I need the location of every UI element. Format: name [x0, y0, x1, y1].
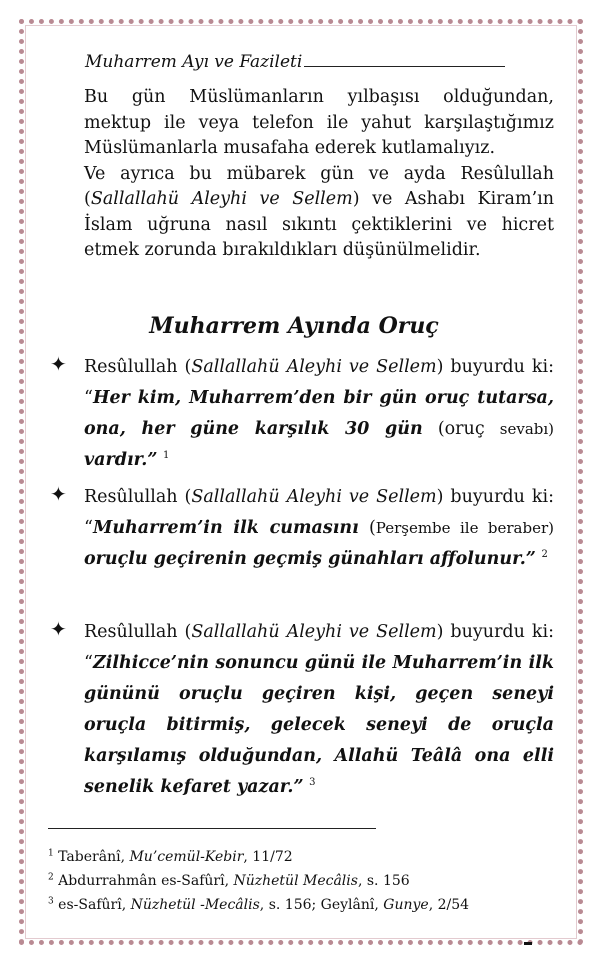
- hadith-item-3: [50, 617, 554, 803]
- footnote-1: $^1$ Taberânî, Mu’cemül-Kebir, 11/72: [48, 848, 293, 865]
- hadith-quote: Muharrem’in ilk cumasını: [92, 518, 359, 538]
- corner-mark: [524, 942, 532, 945]
- four-point-star-icon: ✦: [50, 482, 67, 506]
- hadith-item-1: [50, 352, 554, 476]
- four-point-star-icon: ✦: [50, 352, 67, 376]
- header-rule: [304, 66, 505, 67]
- hadith-quote: Zilhicce’nin sonuncu günü ile Muharrem’in ilk gününü oruçlu geçiren kişi, geçen seneyi oruçla bitirmiş, gelecek seneyi de oruçla karşılamış olduğundan, Allahü Teâlâ ona elli senelik kefaret yazar.: [84, 653, 554, 797]
- hadith-item-2: [50, 482, 554, 575]
- intro-paragraph-1: Bu gün Müslümanların yılbaşısı olduğundan, mektup ile veya telefon ile yahut karşılaştığımız Müslümanlarla musafaha ederek kutlamalıyız.: [84, 87, 554, 158]
- header-title: Muharrem Ayı ve Fazileti: [85, 52, 303, 72]
- running-header: [85, 46, 505, 72]
- section-title: Muharrem Ayında Oruç: [149, 313, 439, 339]
- hadith-text: Resûlullah (Sallallahü Aleyhi ve Sellem) buyurdu ki: “Muharrem’in ilk cumasını (Perşembe ile beraber) oruçlu geçirenin geçmiş günahları affolunur.” $^2$: [84, 487, 554, 569]
- footnote-ref: 1: [162, 450, 170, 462]
- salawat-phrase: Sallallahü Aleyhi ve Sellem: [90, 189, 353, 209]
- hadith-quote: Her kim, Muharrem’den bir gün oruç tutarsa, ona, her güne karşılık 30 gün: [84, 388, 554, 439]
- footnotes: [48, 845, 558, 917]
- footnote-3: $^3$ es-Safûrî, Nüzhetül -Mecâlis, s. 156; Geylânî, Gunye, 2/54: [48, 896, 470, 913]
- footnote-separator: [48, 828, 376, 829]
- hadith-text: Resûlullah (Sallallahü Aleyhi ve Sellem) buyurdu ki: “Her kim, Muharrem’den bir gün oruç tutarsa, ona, her güne karşılık 30 gün (oruç sevabı) vardır.” $^1$: [84, 357, 555, 470]
- footnote-2: $^2$ Abdurrahmân es-Safûrî, Nüzhetül Mecâlis, s. 156: [48, 872, 410, 889]
- four-point-star-icon: ✦: [50, 617, 67, 641]
- footnote-ref: 3: [309, 777, 316, 789]
- intro-section: [84, 85, 554, 264]
- footnote-ref: 2: [541, 549, 548, 561]
- hadith-text: Resûlullah (Sallallahü Aleyhi ve Sellem) buyurdu ki: “Zilhicce’nin sonuncu günü ile Muharrem’in ilk gününü oruçlu geçiren kişi, geçen seneyi oruçla bitirmiş, gelecek seneyi de oruçla karşılamış olduğundan, Allahü Teâlâ ona elli senelik kefaret yazar.” $^3$: [84, 622, 554, 797]
- intro-paragraph-2: Ve ayrıca bu mübarek gün ve ayda Resûlullah (Sallallahü Aleyhi ve Sellem) ve Ashabı Kiram’ın İslam uğruna nasıl sıkıntı çektiklerini ve hicret etmek zorunda bırakıldıkları düşünülmelidir.: [84, 163, 554, 260]
